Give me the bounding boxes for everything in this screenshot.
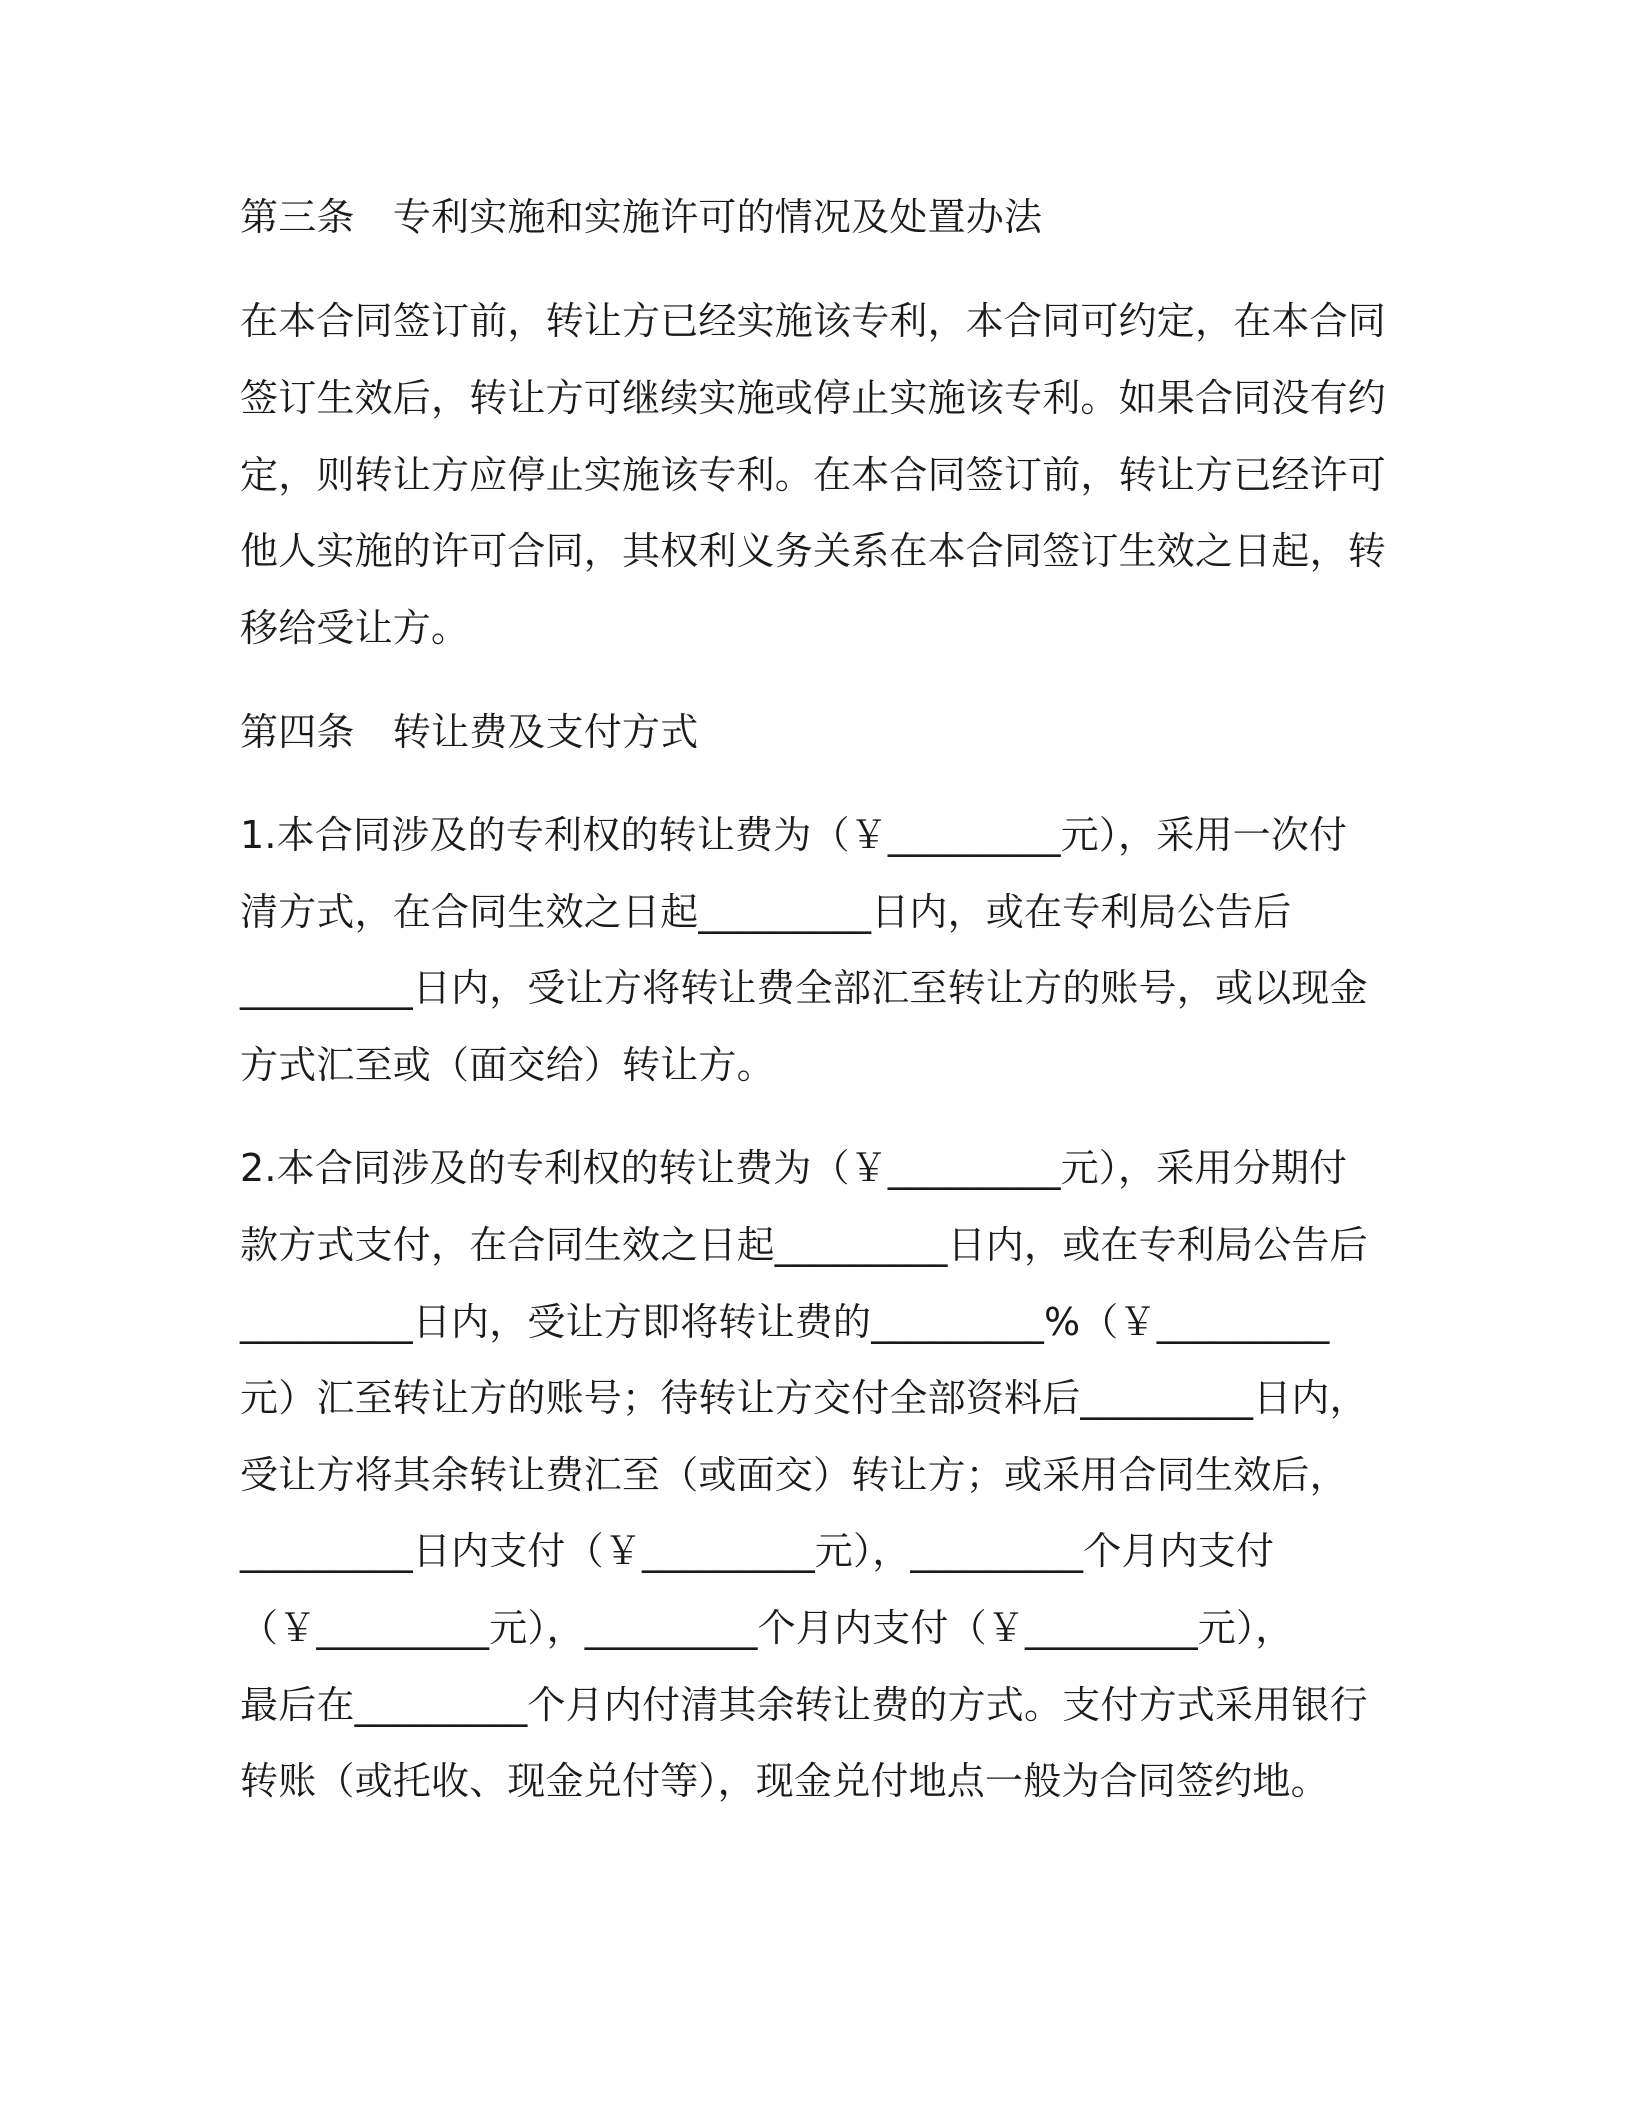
article-4-item-1-line-3: _________日内，受让方将转让费全部汇至转让方的账号，或以现金 [240, 966, 1368, 1010]
article-4-item-2-line-2: 款方式支付，在合同生效之日起_________日内，或在专利局公告后 [240, 1223, 1368, 1267]
article-4-item-1-line-4: 方式汇至或（面交给）转让方。 [240, 1043, 775, 1087]
article-3-paragraph-line-1: 在本合同签订前，转让方已经实施该专利，本合同可约定，在本合同 [240, 299, 1387, 343]
article-3-paragraph-line-4: 他人实施的许可合同，其权利义务关系在本合同签订生效之日起，转 [240, 529, 1387, 573]
article-4-item-2-line-3: _________日内，受让方即将转让费的_________%（￥_________ [240, 1300, 1330, 1344]
article-4-item-2-line-6: _________日内支付（￥_________元），_________个月内支付 [240, 1529, 1275, 1573]
article-3-heading: 第三条 专利实施和实施许可的情况及处置办法 [240, 195, 1043, 239]
article-4-item-2-line-7: （￥_________元），_________个月内支付（￥_________元）， [240, 1606, 1294, 1650]
article-3-paragraph-line-5: 移给受让方。 [240, 606, 470, 650]
article-4-item-2-line-8: 最后在_________个月内付清其余转让费的方式。支付方式采用银行 [240, 1683, 1368, 1727]
article-4-item-2-line-1: 2.本合同涉及的专利权的转让费为（￥_________元），采用分期付 [240, 1146, 1348, 1190]
article-3-paragraph-line-2: 签订生效后，转让方可继续实施或停止实施该专利。如果合同没有约 [240, 376, 1387, 420]
article-4-item-2-line-5: 受让方将其余转让费汇至（或面交）转让方；或采用合同生效后， [240, 1453, 1348, 1497]
article-4-item-2-line-9: 转账（或托收、现金兑付等），现金兑付地点一般为合同签约地。 [240, 1759, 1329, 1803]
article-4-item-2-line-4: 元）汇至转让方的账号；待转让方交付全部资料后_________日内， [240, 1376, 1368, 1420]
article-4-item-1-line-1: 1.本合同涉及的专利权的转让费为（￥_________元），采用一次付 [240, 813, 1348, 857]
article-4-item-1-line-2: 清方式，在合同生效之日起_________日内，或在专利局公告后 [240, 890, 1292, 934]
article-3-paragraph-line-3: 定，则转让方应停止实施该专利。在本合同签订前，转让方已经许可 [240, 453, 1387, 497]
article-4-heading: 第四条 转让费及支付方式 [240, 710, 699, 754]
